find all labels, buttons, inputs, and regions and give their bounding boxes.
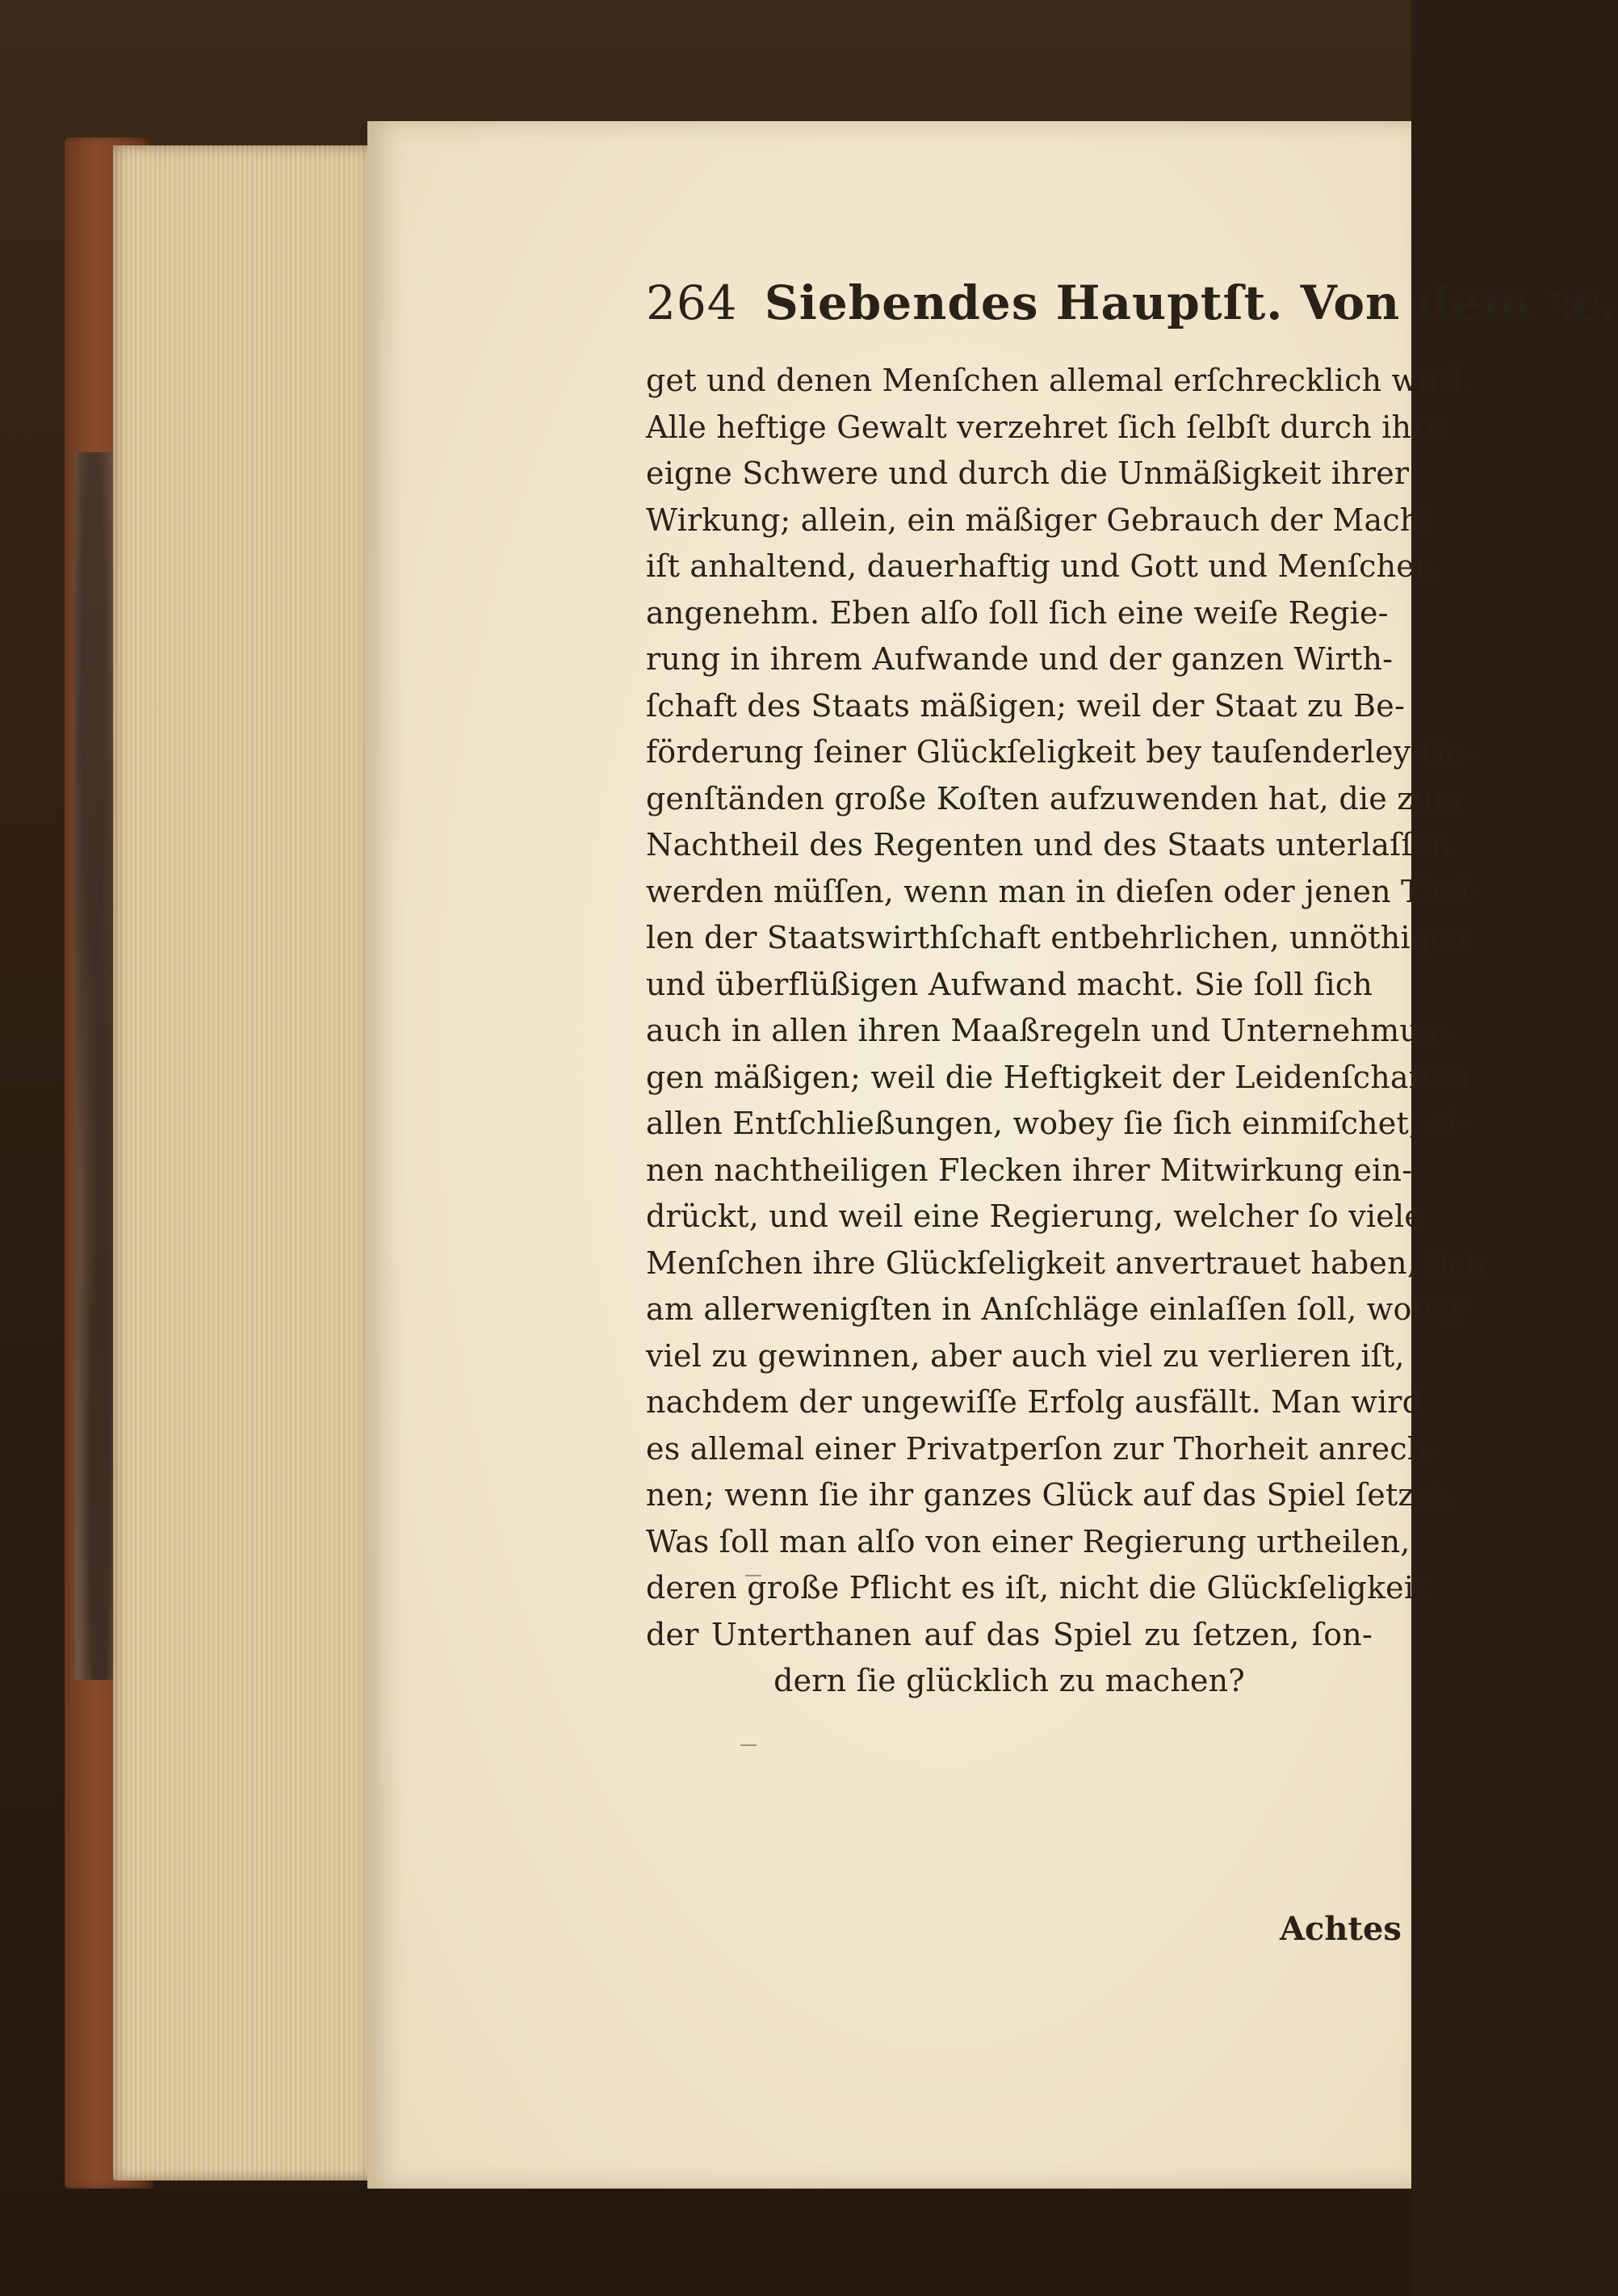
text-line: und überflüßigen Aufwand macht. Sie ſoll ſich — [646, 966, 1373, 1002]
text-line: auch in allen ihren Maaßregeln und Unternehmun- — [646, 1013, 1450, 1048]
running-head-title: Siebendes Hauptſt. Von dem ꝛc. — [764, 275, 1618, 330]
text-line: rung in ihrem Aufwande und der ganzen Wirth- — [646, 641, 1394, 677]
text-line: nen; wenn ſie ihr ganzes Glück auf das Spiel ſetzet. — [646, 1477, 1456, 1513]
page-fore-edge — [113, 145, 379, 2181]
text-line: ſchaft des Staats mäßigen; weil der Staat zu Be- — [646, 687, 1405, 724]
page-number: 264 — [646, 275, 738, 330]
text-line: Alle heftige Gewalt verzehret ſich ſelbſt durch ihre — [646, 409, 1445, 445]
text-line: am allerwenigſten in Anſchläge einlaſſen ſoll, wobey — [646, 1291, 1468, 1327]
page-text-block — [646, 271, 1618, 1705]
catchword: Achtes — [1280, 1910, 1402, 1948]
text-line: Menſchen ihre Glückſeligkeit anvertrauet haben, ſich — [646, 1245, 1486, 1281]
text-line: es allemal einer Privatperſon zur Thorheit anrech- — [646, 1430, 1438, 1467]
text-line: iſt anhaltend, dauerhaftig und Gott und Menſchen — [646, 548, 1435, 584]
text-line: deren große Pflicht es iſt, nicht die Glückſeligkeit — [646, 1570, 1427, 1606]
book-page — [367, 121, 1618, 2189]
text-line: nachdem der ungewiſſe Erfolg ausfällt. Man wird — [646, 1384, 1423, 1420]
running-head — [646, 271, 1618, 343]
text-line: der Unterthanen auf das Spiel zu ſetzen, ſon- — [646, 1616, 1373, 1652]
text-line: dern ſie glücklich zu machen? — [773, 1663, 1245, 1698]
text-line: len der Staatswirthſchaft entbehrlichen, unnöthigen — [646, 920, 1469, 955]
text-line: get und denen Menſchen allemal erſchrecklich wird. — [646, 363, 1473, 398]
text-line: Was ſoll man alſo von einer Regierung urtheilen, — [646, 1523, 1411, 1559]
text-line: drückt, und weil eine Regierung, welcher ſo viele — [646, 1198, 1423, 1234]
text-line: angenehm. Eben alſo ſoll ſich eine weiſe Regie- — [646, 594, 1389, 631]
text-line: förderung ſeiner Glückſeligkeit bey tauſenderley Ge- — [646, 734, 1474, 770]
text-line: gen mäßigen; weil die Heftigkeit der Leidenſchaften — [646, 1059, 1471, 1095]
text-line: nen nachtheiligen Flecken ihrer Mitwirkung ein- — [646, 1152, 1413, 1188]
text-line: viel zu gewinnen, aber auch viel zu verlieren iſt, — [646, 1337, 1405, 1374]
text-line: genſtänden große Koſten aufzuwenden hat, die zum — [646, 780, 1463, 816]
body-text — [646, 358, 1486, 1705]
text-line: werden müſſen, wenn man in dieſen oder jenen Thei- — [646, 873, 1481, 909]
text-line: allen Entſchließungen, wobey ſie ſich einmiſchet, ei- — [646, 1106, 1468, 1141]
text-line: Nachtheil des Regenten und des Staats unterlaſſen — [646, 827, 1452, 863]
text-line: eigne Schwere und durch die Unmäßigkeit ihrer — [646, 455, 1410, 491]
margin-mark — [740, 1744, 757, 1746]
text-line: Wirkung; allein, ein mäßiger Gebrauch der Macht — [646, 502, 1432, 538]
